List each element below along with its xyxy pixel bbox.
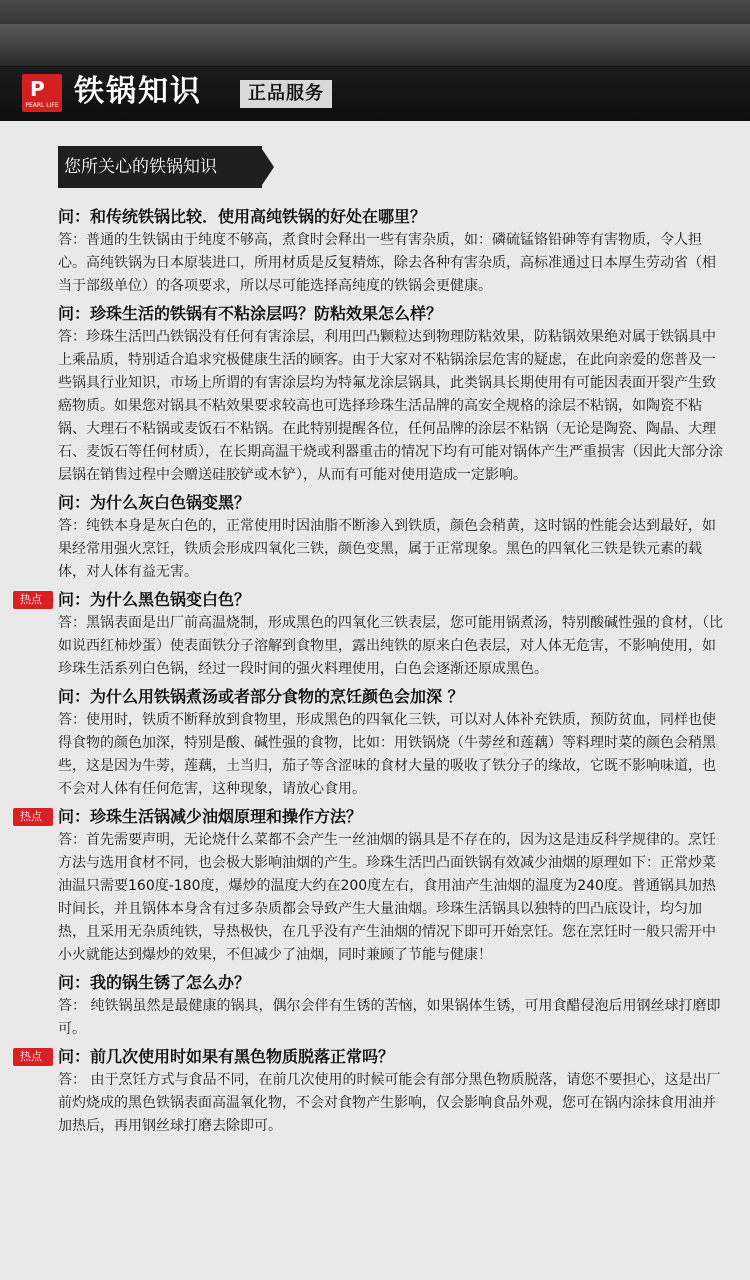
hot-label: 热点 — [20, 810, 42, 823]
section-header — [58, 146, 262, 188]
qa-answer: 答：使用时，铁质不断释放到食物里，形成黑色的四氧化三铁，可以对人体补充铁质，预防贫血，同样也使得食物的颜色加深，特别是酸、碱性强的食物，比如：用铁锅烧（牛蒡丝和莲藕）等料理时菜的颜色会稍黑些，这是因为牛蒡，莲藕，土当归，茄子等含涩味的食材大量的吸收了铁分子的缘故，它既不影响味道，也不会对人体有任何危害，这种现象，请放心食用。 — [58, 712, 716, 797]
qa-item — [0, 302, 750, 487]
qa-question: 问：为什么黑色锅变白色？ — [58, 590, 251, 609]
qa-answer: 答：珍珠生活凹凸铁锅没有任何有害涂层，利用凹凸颗粒达到物理防粘效果，防粘锅效果绝对属于铁锅具中上乘品质，特别适合追求究极健康生活的顾客。由于大家对不粘锅涂层危害的疑虑，在此向亲爱的您普及一些锅具行业知识，市场上所谓的有害涂层均为特氟龙涂层锅具，此类锅具长期使用有可能因表面开裂产生致癌物质。如果您对锅具不粘效果要求较高也可选择珍珠生活品牌的高安全规格的涂层不粘锅，如陶瓷不粘锅、大理石不粘锅或麦饭石不粘锅。在此特别提醒各位，任何品牌的涂层不粘锅（无论是陶瓷、陶晶、大理石、麦饭石等任何材质），在长期高温干烧或利器重击的情况下均有可能对锅体产生严重损害（因此大部分涂层锅在销售过程中会赠送硅胶铲或木铲），从而有可能对使用造成一定影响。 — [58, 329, 723, 483]
brand-logo — [22, 74, 62, 112]
qa-answer: 答：首先需要声明，无论烧什么菜都不会产生一丝油烟的锅具是不存在的，因为这是违反科学规律的。烹饪方法与选用食材不同，也会极大影响油烟的产生。珍珠生活凹凸面铁锅有效减少油烟的原理如下：正常炒菜油温只需要160度-180度，爆炒的温度大约在200度左右，食用油产生油烟的温度为240度。普通锅具加热时间长，并且锅体本身含有过多杂质都会导致产生大量油烟。珍珠生活锅具以独特的凹凸底设计，均匀加热，且采用无杂质纯铁，导热极快，在几乎没有产生油烟的情况下即可开始烹饪。您在烹饪时一般只需开中小火就能达到爆炒的效果，不但减少了油烟，同时兼顾了节能与健康！ — [58, 832, 716, 963]
qa-question: 问：珍珠生活的铁锅有不粘涂层吗？防粘效果怎么样？ — [58, 304, 443, 323]
qa-question: 问：珍珠生活锅减少油烟原理和操作方法？ — [58, 807, 363, 826]
page-header — [0, 0, 750, 121]
qa-item — [0, 971, 750, 1041]
hot-badge-tip — [48, 1052, 54, 1062]
qa-question: 问：为什么用铁锅煮汤或者部分食物的烹饪颜色会加深 ？ — [58, 687, 464, 706]
hot-badge — [13, 591, 53, 609]
logo-mark: P — [30, 77, 45, 101]
hot-badge — [13, 808, 53, 826]
section-arrow — [260, 146, 274, 188]
qa-item — [0, 205, 750, 298]
qa-item-hot — [0, 805, 750, 967]
service-badge: 正品服务 — [240, 80, 332, 108]
qa-answer: 答： 由于烹饪方式与食品不同，在前几次使用的时候可能会有部分黑色物质脱落，请您不要担心，这是出厂前灼烧成的黑色铁锅表面高温氧化物，不会对食物产生影响，仅会影响食品外观，您可在锅内涂抹食用油并加热后，再用钢丝球打磨去除即可。 — [58, 1072, 721, 1134]
qa-list — [0, 205, 750, 1142]
section-title: 您所关心的铁锅知识 — [64, 157, 217, 177]
header-shine — [0, 24, 750, 67]
hot-badge-tip — [48, 595, 54, 605]
qa-item-hot — [0, 1045, 750, 1138]
qa-question: 问：为什么灰白色锅变黑？ — [58, 493, 251, 512]
qa-question: 问：前几次使用时如果有黑色物质脱落正常吗？ — [58, 1047, 395, 1066]
qa-answer: 答： 纯铁锅虽然是最健康的锅具，偶尔会伴有生锈的苦恼，如果锅体生锈，可用食醋侵泡后用钢丝球打磨即可。 — [58, 998, 721, 1037]
qa-item — [0, 491, 750, 584]
logo-brand: PEARL LIFE — [25, 102, 59, 109]
qa-answer: 答：黑锅表面是出厂前高温烧制，形成黑色的四氧化三铁表层，您可能用锅煮汤，特别酸碱性强的食材，（比如说西红柿炒蛋）使表面铁分子溶解到食物里，露出纯铁的原来白色表层，对人体无危害，不影响使用，如珍珠生活系列白色锅，经过一段时间的强火料理使用，白色会逐渐还原成黑色。 — [58, 615, 723, 677]
hot-badge — [13, 1048, 53, 1066]
qa-question: 问：和传统铁锅比较．使用高纯铁锅的好处在哪里？ — [58, 207, 427, 226]
page-title: 铁锅知识 — [74, 74, 202, 109]
hot-label: 热点 — [20, 1050, 42, 1063]
qa-item-hot — [0, 588, 750, 681]
qa-answer: 答：普通的生铁锅由于纯度不够高，煮食时会释出一些有害杂质，如：磷硫锰铬铅砷等有害物质，令人担心。高纯铁锅为日本原装进口，所用材质是反复精炼，除去各种有害杂质，高标准通过日本厚生劳动省（相当于部级单位）的各项要求，所以尽可能选择高纯度的铁锅会更健康。 — [58, 232, 716, 294]
qa-answer: 答：纯铁本身是灰白色的，正常使用时因油脂不断渗入到铁质，颜色会稍黄，这时锅的性能会达到最好，如果经常用强火烹饪，铁质会形成四氧化三铁，颜色变黑，属于正常现象。黑色的四氧化三铁是铁元素的载体，对人体有益无害。 — [58, 518, 716, 580]
qa-item — [0, 685, 750, 801]
qa-question: 问：我的锅生锈了怎么办？ — [58, 973, 251, 992]
hot-badge-tip — [48, 812, 54, 822]
hot-label: 热点 — [20, 593, 42, 606]
